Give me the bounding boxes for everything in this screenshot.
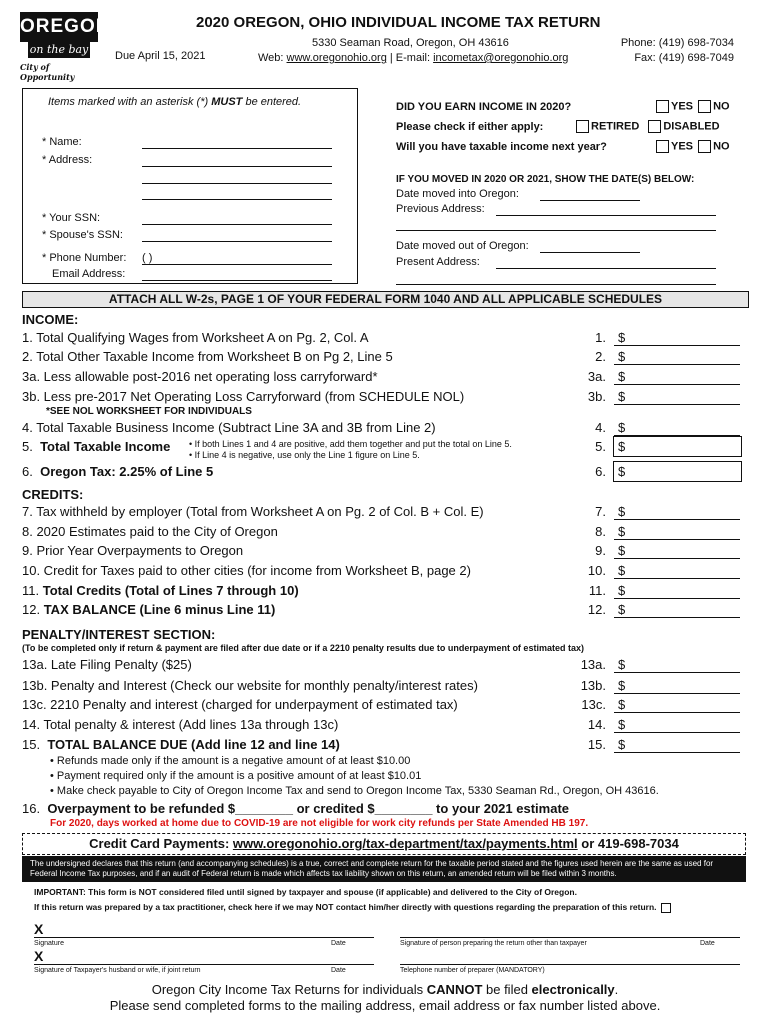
line-12-number: 12. xyxy=(22,602,41,617)
logo-main: OREGON xyxy=(20,12,98,42)
income-line-4-num: 4. xyxy=(595,420,606,435)
required-note-must: MUST xyxy=(211,96,243,108)
credit-line-9-field[interactable] xyxy=(614,558,740,559)
income-line-3b-num: 3b. xyxy=(587,389,606,404)
income-line-1-dollar: $ xyxy=(618,330,626,345)
q-taxable-next-year: Will you have taxable income next year? xyxy=(396,141,607,153)
preparer-contact-checkbox[interactable] xyxy=(661,903,671,913)
income-line-2-num: 2. xyxy=(595,349,606,364)
date-label-1: Date xyxy=(331,940,346,947)
line-5-right-num: 5. xyxy=(595,439,606,454)
line-11-number: 11. xyxy=(22,583,40,598)
moved-into-field[interactable] xyxy=(540,200,640,201)
credit-line-10-num: 10. xyxy=(587,563,606,578)
footer-cannot: CANNOT xyxy=(426,982,483,997)
penalty-line-13b-field[interactable] xyxy=(614,693,740,694)
preparer-signature-field[interactable] xyxy=(400,937,740,938)
q1-yes-label: YES xyxy=(671,100,694,113)
credit-line-12 xyxy=(22,602,275,617)
line-16 xyxy=(22,801,569,816)
attach-banner: ATTACH ALL W-2s, PAGE 1 OF YOUR FEDERAL FORM 1040 AND ALL APPLICABLE SCHEDULES xyxy=(22,291,749,308)
preparer-check-text: If this return was prepared by a tax practitioner, check here if we may NOT contact him/her directly with questions regarding the preparation of this return. xyxy=(34,902,657,912)
date-label-2: Date xyxy=(700,940,715,947)
signature-x-2: X xyxy=(34,948,44,964)
city-address: 5330 Seaman Road, Oregon, OH 43616 xyxy=(312,37,509,49)
income-line-1: 1. Total Qualifying Wages from Worksheet A on Pg. 2, Col. A xyxy=(22,330,369,345)
line-5-number: 5. xyxy=(22,439,33,454)
credits-heading: CREDITS: xyxy=(22,487,84,502)
email-label: Email Address: xyxy=(52,268,126,280)
penalty-line-15 xyxy=(22,737,340,752)
credit-line-10-dollar: $ xyxy=(618,563,626,578)
taxpayer-signature-field[interactable] xyxy=(34,937,374,938)
penalty-subheading: (To be completed only if return & payment are filed after due date or if a 2210 penalty results due to underpayment of estimated tax) xyxy=(22,643,584,653)
ssn-field[interactable] xyxy=(142,224,332,225)
footer-l1-prefix: Oregon City Income Tax Returns for individuals xyxy=(151,982,427,997)
q1-yes-checkbox[interactable] xyxy=(656,100,669,113)
credit-line-7-field[interactable] xyxy=(614,519,740,520)
nol-note: *SEE NOL WORKSHEET FOR INDIVIDUALS xyxy=(46,406,252,417)
preparer-signature-label: Signature of person preparing the return other than taxpayer xyxy=(400,940,587,947)
cc-phone: or 419-698-7034 xyxy=(577,836,679,851)
footer-line-2: Please send completed forms to the mailing address, email address or fax number listed above. xyxy=(109,998,661,1013)
web-email-line xyxy=(258,52,568,64)
credit-line-11 xyxy=(22,583,299,598)
logo-sub: on the bay xyxy=(29,43,89,56)
income-line-1-field[interactable] xyxy=(614,345,740,346)
footer-l1-mid: be filed xyxy=(482,982,532,997)
income-line-3a-dollar: $ xyxy=(618,369,626,384)
spouse-signature-label: Signature of Taxpayer's husband or wife, if joint return xyxy=(34,967,201,974)
line-5-notes xyxy=(189,439,512,461)
credit-card-payments xyxy=(22,833,746,855)
income-line-4: 4. Total Taxable Business Income (Subtract Line 3A and 3B from Line 2) xyxy=(22,420,436,435)
preparer-phone-label: Telephone number of preparer (MANDATORY) xyxy=(400,967,545,974)
moved-out-label: Date moved out of Oregon: xyxy=(396,240,529,252)
present-address-field-2[interactable] xyxy=(396,284,716,285)
penalty-line-13a-dollar: $ xyxy=(618,657,626,672)
line-6-label: Oregon Tax: 2.25% of Line 5 xyxy=(40,464,214,479)
income-line-2: 2. Total Other Taxable Income from Worksheet B on Pg 2, Line 5 xyxy=(22,349,393,364)
spouse-ssn-field[interactable] xyxy=(142,241,332,242)
line-12-label: TAX BALANCE (Line 6 minus Line 11) xyxy=(43,602,276,617)
line-15-field[interactable] xyxy=(614,752,740,753)
phone: Phone: (419) 698-7034 xyxy=(620,37,734,49)
credit-line-8-dollar: $ xyxy=(618,524,626,539)
footer-l1-end: . xyxy=(614,982,619,997)
required-note-end: be entered. xyxy=(242,96,302,108)
income-line-1-num: 1. xyxy=(595,330,606,345)
required-note xyxy=(48,96,301,108)
penalty-line-13b-num: 13b. xyxy=(580,678,606,693)
credit-line-7: 7. Tax withheld by employer (Total from Worksheet A on Pg. 2 of Col. B + Col. E) xyxy=(22,504,484,519)
present-address-label: Present Address: xyxy=(396,256,480,268)
line-5-field[interactable] xyxy=(613,436,742,457)
line-11-dollar: $ xyxy=(618,583,626,598)
q3-options xyxy=(654,140,730,153)
previous-address-field[interactable] xyxy=(496,215,716,216)
fax: Fax: (419) 698-7049 xyxy=(634,52,734,64)
email-field[interactable] xyxy=(142,280,332,281)
email-link[interactable]: incometax@oregonohio.org xyxy=(433,52,569,64)
name-label: * Name: xyxy=(42,136,82,148)
q2-options xyxy=(574,120,720,133)
cc-payment-link[interactable]: www.oregonohio.org/tax-department/tax/payments.html xyxy=(232,836,578,851)
line-11-right-num: 11. xyxy=(588,583,606,598)
address-label: * Address: xyxy=(42,154,93,166)
line-16-number: 16. xyxy=(22,801,41,816)
penalty-line-13a-num: 13a. xyxy=(580,657,606,672)
line-12-right-num: 12. xyxy=(587,602,606,617)
covid-note: For 2020, days worked at home due to COVID-19 are not eligible for work city refunds per State Amended HB 197. xyxy=(50,818,589,829)
income-line-3b-field[interactable] xyxy=(614,404,740,405)
credit-line-10-field[interactable] xyxy=(614,578,740,579)
penalty-line-13a-field[interactable] xyxy=(614,672,740,673)
email-label: | E-mail: xyxy=(386,52,434,64)
signature-x-1: X xyxy=(34,921,44,937)
ssn-label: * Your SSN: xyxy=(42,212,101,224)
penalty-line-13c: 13c. 2210 Penalty and interest (charged for underpayment of estimated tax) xyxy=(22,697,458,712)
retired-checkbox[interactable] xyxy=(576,120,589,133)
line-6-number: 6. xyxy=(22,464,33,479)
penalty-line-13c-dollar: $ xyxy=(618,697,626,712)
retired-label: RETIRED xyxy=(591,120,640,133)
logo-tagline: City of Opportunity xyxy=(20,62,75,82)
footer-line-1 xyxy=(0,982,770,997)
cc-label: Credit Card Payments: xyxy=(89,836,233,851)
present-address-field[interactable] xyxy=(496,268,716,269)
penalty-line-13b: 13b. Penalty and Interest (Check our website for monthly penalty/interest rates) xyxy=(22,678,478,693)
q3-no-checkbox[interactable] xyxy=(698,140,711,153)
address-field-2[interactable] xyxy=(142,183,332,184)
line-6-dollar: $ xyxy=(618,464,626,479)
penalty-line-14-num: 14. xyxy=(587,717,606,732)
important-note: IMPORTANT: This form is NOT considered filed until signed by taxpayer and spouse (if applicable) and delivered to the City of Oregon. xyxy=(34,887,577,897)
line-12-dollar: $ xyxy=(618,602,626,617)
income-line-3b-dollar: $ xyxy=(618,389,626,404)
income-line-3a-num: 3a. xyxy=(587,369,606,384)
previous-address-field-2[interactable] xyxy=(396,230,716,231)
web-link[interactable]: www.oregonohio.org xyxy=(286,52,387,64)
credit-line-7-num: 7. xyxy=(595,504,606,519)
footer-electronically: electronically xyxy=(531,982,615,997)
penalty-line-14-dollar: $ xyxy=(618,717,626,732)
city-logo xyxy=(20,12,111,82)
line-11-label: Total Credits (Total of Lines 7 through 10) xyxy=(42,583,299,598)
date-label-3: Date xyxy=(331,967,346,974)
penalty-line-13c-num: 13c. xyxy=(581,697,606,712)
line-11-field[interactable] xyxy=(614,598,740,599)
address-field-1[interactable] xyxy=(142,166,332,167)
credit-line-8: 8. 2020 Estimates paid to the City of Oregon xyxy=(22,524,278,539)
credit-line-10: 10. Credit for Taxes paid to other cities (for income from Worksheet B, page 2) xyxy=(22,563,471,578)
moved-into-label: Date moved into Oregon: xyxy=(396,188,519,200)
phone-field[interactable] xyxy=(142,264,332,265)
q1-no-label: NO xyxy=(713,100,730,113)
income-line-3b: 3b. Less pre-2017 Net Operating Loss Carryforward (from SCHEDULE NOL) xyxy=(22,389,465,404)
line-5-label: Total Taxable Income xyxy=(40,439,171,454)
address-field-3[interactable] xyxy=(142,199,332,200)
income-line-5 xyxy=(22,439,170,454)
line-15-label: TOTAL BALANCE DUE (Add line 12 and line 14) xyxy=(47,737,340,752)
line-6-field[interactable] xyxy=(613,461,742,482)
credit-line-7-dollar: $ xyxy=(618,504,626,519)
previous-address-label: Previous Address: xyxy=(396,203,485,215)
disabled-label: DISABLED xyxy=(663,120,720,133)
refund-bullets xyxy=(50,754,659,799)
penalty-heading: PENALTY/INTEREST SECTION: xyxy=(22,627,216,642)
income-line-2-field[interactable] xyxy=(614,364,740,365)
penalty-line-13b-dollar: $ xyxy=(618,678,626,693)
declaration: The undersigned declares that this return (and accompanying schedules) is a true, correct and complete return for the taxable period stated and the figures used herein are the same as used for Federal Income Tax purposes, and if an audit of Federal return is made which affects tax liability shown on this return, an amended return will be filed within 3 months. xyxy=(22,856,746,882)
due-date: Due April 15, 2021 xyxy=(115,50,206,62)
preparer-phone-field[interactable] xyxy=(400,964,740,965)
bullet-check: • Make check payable to City of Oregon Income Tax and send to Oregon Income Tax, 5330 Seaman Rd., Oregon, OH 43616. xyxy=(50,785,659,797)
spouse-signature-field[interactable] xyxy=(34,964,374,965)
bullet-refund: • Refunds made only if the amount is a negative amount of at least $10.00 xyxy=(50,755,411,767)
q3-yes-label: YES xyxy=(671,140,694,153)
income-line-2-dollar: $ xyxy=(618,349,626,364)
penalty-line-14: 14. Total penalty & interest (Add lines 13a through 13c) xyxy=(22,717,339,732)
form-title: 2020 OREGON, OHIO INDIVIDUAL INCOME TAX RETURN xyxy=(196,14,601,31)
penalty-line-13a: 13a. Late Filing Penalty ($25) xyxy=(22,657,192,672)
income-line-3a: 3a. Less allowable post-2016 net operating loss carryforward* xyxy=(22,369,378,384)
line-15-right-num: 15. xyxy=(587,737,606,752)
bullet-payment: • Payment required only if the amount is a positive amount of at least $10.01 xyxy=(50,770,422,782)
q1-no-checkbox[interactable] xyxy=(698,100,711,113)
q3-no-label: NO xyxy=(713,140,730,153)
q-earn-income: DID YOU EARN INCOME IN 2020? xyxy=(396,101,572,113)
preparer-check-row xyxy=(34,902,673,913)
spouse-ssn-label: * Spouse's SSN: xyxy=(42,229,123,241)
name-field[interactable] xyxy=(142,148,332,149)
required-note-text: Items marked with an asterisk (*) xyxy=(48,96,212,108)
income-line-3a-field[interactable] xyxy=(614,384,740,385)
credit-line-8-num: 8. xyxy=(595,524,606,539)
penalty-line-14-field[interactable] xyxy=(614,732,740,733)
line-5-note-1: • If both Lines 1 and 4 are positive, add them together and put the total on Line 5. xyxy=(189,439,512,449)
moved-out-field[interactable] xyxy=(540,252,640,253)
line-12-field[interactable] xyxy=(614,617,740,618)
q1-options xyxy=(654,100,730,113)
line-6-right-num: 6. xyxy=(595,464,606,479)
line-5-note-2: • If Line 4 is negative, use only the Line 1 figure on Line 5. xyxy=(189,450,420,460)
q3-yes-checkbox[interactable] xyxy=(656,140,669,153)
penalty-line-13c-field[interactable] xyxy=(614,712,740,713)
line-15-dollar: $ xyxy=(618,737,626,752)
credit-line-9-dollar: $ xyxy=(618,543,626,558)
moved-heading: IF YOU MOVED IN 2020 OR 2021, SHOW THE DATE(S) BELOW: xyxy=(396,174,695,185)
credit-line-9-num: 9. xyxy=(595,543,606,558)
line-5-dollar: $ xyxy=(618,439,626,454)
income-heading: INCOME: xyxy=(22,312,79,327)
web-label: Web: xyxy=(258,52,287,64)
credit-line-8-field[interactable] xyxy=(614,539,740,540)
line-16-text: Overpayment to be refunded $________ or credited $________ to your 2021 estimate xyxy=(47,801,570,816)
credit-line-9: 9. Prior Year Overpayments to Oregon xyxy=(22,543,244,558)
signature-label: Signature xyxy=(34,940,64,947)
q-check-apply: Please check if either apply: xyxy=(396,121,544,133)
income-line-4-dollar: $ xyxy=(618,420,626,435)
phone-label: * Phone Number: xyxy=(42,252,127,264)
disabled-checkbox[interactable] xyxy=(648,120,661,133)
income-line-6 xyxy=(22,464,213,479)
phone-area-code: ( ) xyxy=(142,252,153,264)
line-15-number: 15. xyxy=(22,737,41,752)
